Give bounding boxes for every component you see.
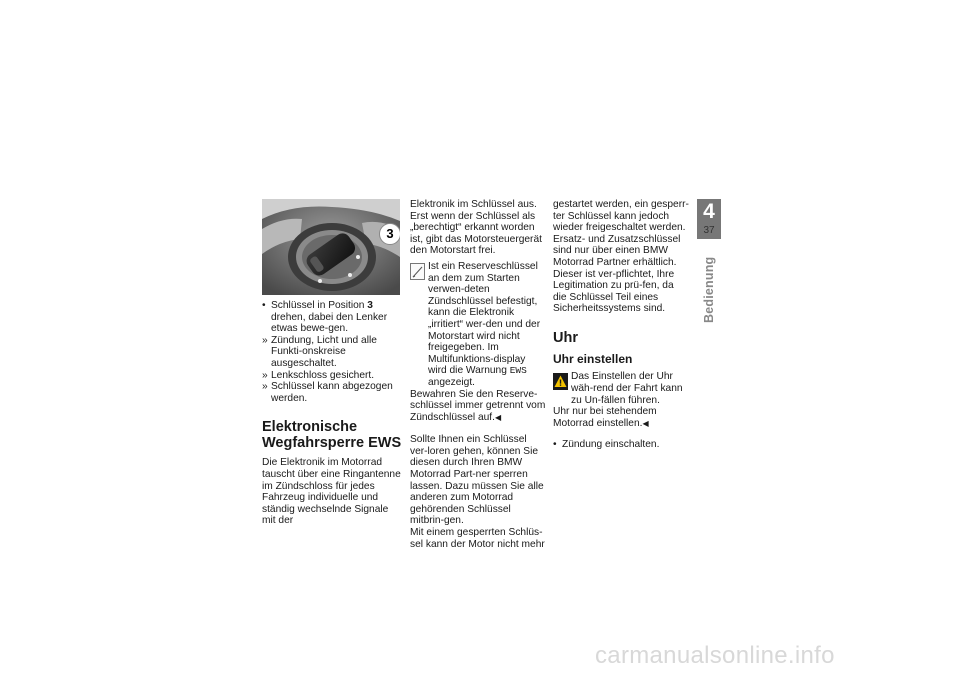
list-item bbox=[262, 381, 404, 404]
list-item-text: Schlüssel in Position bbox=[271, 300, 368, 311]
list-item-text: drehen, dabei den Lenker etwas bewe-gen. bbox=[271, 311, 388, 335]
column-3 bbox=[553, 199, 689, 451]
note-paragraph bbox=[410, 389, 546, 424]
paragraph: Sollte Ihnen ein Schlüssel ver-loren gehen, können Sie diesen durch Ihren BMW Motorrad Part-ner sperren lassen. Dazu müssen Sie alle anderen zum Motorrad gehörenden Schlüssel mitbrin-gen. bbox=[410, 434, 544, 527]
section-side-label: Bedienung bbox=[702, 256, 716, 323]
warning-paragraph bbox=[553, 406, 689, 429]
step-list bbox=[262, 300, 404, 404]
ignition-lock-photo bbox=[262, 199, 400, 295]
result-marker: » bbox=[262, 381, 268, 393]
ews-warning-code: EWS bbox=[509, 365, 527, 377]
step-list bbox=[553, 439, 689, 451]
position-number: 3 bbox=[367, 300, 373, 311]
paragraph: Elektronik im Schlüssel aus. Erst wenn der Schlüssel als „berechtigt“ erkannt worden ist, gibt das Motorsteuergerät den Motorstart frei. bbox=[410, 199, 542, 257]
warning-text: Uhr nur bei stehendem Motorrad einstellen. bbox=[553, 406, 657, 429]
bullet-marker: • bbox=[262, 300, 266, 311]
paragraph: Ersatz- und Zusatzschlüssel sind nur über einen BMW Motorrad Partner erhältlich. Dieser ist ver-pflichtet, Ihre Legitimation zu prü-fen, da die Schlüssel Teil eines Sicherheitssystems sind. bbox=[553, 233, 681, 315]
chapter-number: 4 bbox=[703, 200, 715, 223]
bullet-marker: • bbox=[553, 439, 557, 451]
list-item-text: Schlüssel kann abgezogen werden. bbox=[271, 381, 393, 404]
column-2 bbox=[410, 199, 546, 550]
note-pencil-icon bbox=[410, 263, 425, 280]
end-mark: ◀ bbox=[642, 418, 649, 428]
warning-block bbox=[553, 371, 689, 406]
section-title-ews: Elektronische Wegfahrsperre EWS bbox=[262, 419, 402, 451]
figure-callout-3: 3 bbox=[379, 223, 400, 245]
paragraph: Die Elektronik im Motorrad tauscht über eine Ringantenne im Zündschloss für jedes Fahrzeug individuelle und ständig wechselnde Signale mit der bbox=[262, 457, 401, 527]
paragraph: Mit einem gesperrten Schlüs-sel kann der Motor nicht mehr bbox=[410, 527, 545, 550]
result-marker: » bbox=[262, 334, 268, 346]
list-item bbox=[262, 335, 404, 370]
list-item bbox=[262, 370, 404, 382]
note-text: Bewahren Sie den Reserve-schlüssel immer getrennt vom Zündschlüssel auf. bbox=[410, 388, 546, 423]
list-item-text: Lenkschloss gesichert. bbox=[271, 369, 375, 381]
page-number: 37 bbox=[703, 225, 715, 236]
column-1 bbox=[262, 199, 404, 527]
subsection-title-uhr-einstellen: Uhr einstellen bbox=[553, 352, 633, 367]
warning-text: Das Einstellen der Uhr wäh-rend der Fahrt kann zu Un-fällen führen. bbox=[571, 371, 683, 406]
warning-triangle-icon bbox=[553, 373, 568, 390]
list-item-text: Zündung, Licht und alle Funkti-onskreise ausgeschaltet. bbox=[271, 334, 377, 369]
result-marker: » bbox=[262, 369, 268, 381]
list-item bbox=[262, 300, 404, 335]
section-title-uhr: Uhr bbox=[553, 329, 578, 346]
note-text: Ist ein Reserveschlüssel an dem zum Starten verwen-deten Zündschlüssel befestigt, kann die Elektronik „irritiert“ wer-den und der Motorstart wird nicht freigegeben. Im Multifunktions-display wird die Warnung bbox=[428, 260, 541, 377]
end-mark: ◀ bbox=[494, 412, 502, 422]
list-item bbox=[553, 439, 689, 451]
ignition-lock-illustration bbox=[262, 199, 400, 295]
note-block bbox=[410, 261, 546, 389]
list-item-text: Zündung einschalten. bbox=[562, 439, 660, 451]
paragraph: gestartet werden, ein gesperr-ter Schlüssel kann jedoch wieder freigeschaltet werden. bbox=[553, 199, 689, 234]
note-text: angezeigt. bbox=[428, 376, 476, 388]
watermark: carmanualsonline.info bbox=[595, 642, 835, 669]
